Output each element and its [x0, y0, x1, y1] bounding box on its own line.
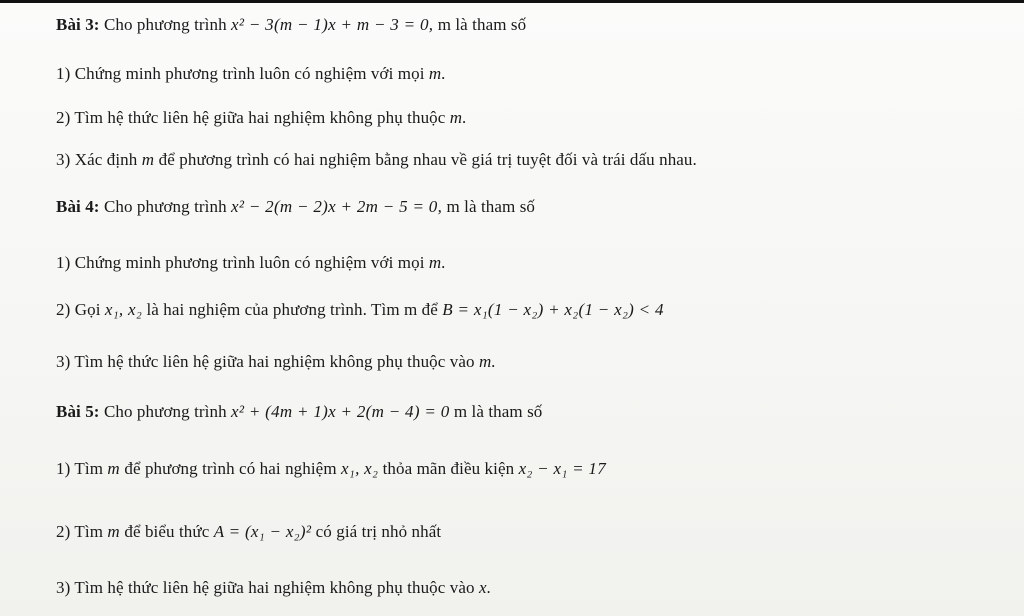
problem-4-item-2-math2: B = x₁(1 − x₂) + x₂(1 − x₂) < 4 — [442, 300, 664, 319]
problem-4-heading: Bài 4: — [56, 197, 100, 216]
problem-3-item-3-math: m — [141, 150, 155, 169]
problem-4-item-3-text: 3) Tìm hệ thức liên hệ giữa hai nghiệm không phụ thuộc vào — [56, 352, 475, 371]
problem-5-item-2 — [56, 521, 441, 543]
problem-4-item-2 — [56, 299, 664, 321]
problem-5-item-1 — [56, 458, 606, 480]
problem-4-item-2-text: 2) Gọi — [56, 300, 101, 319]
problem-5-item-2-text: 2) Tìm — [56, 522, 104, 541]
problem-3-item-3 — [56, 149, 697, 171]
problem-5-item-3-text: 3) Tìm hệ thức liên hệ giữa hai nghiệm không phụ thuộc vào — [56, 578, 475, 597]
problem-5-item-1-text3: thỏa mãn điều kiện — [382, 459, 515, 478]
problem-3-intro: Cho phương trình — [103, 15, 227, 34]
problem-5-param-note: m là tham số — [453, 402, 543, 421]
problem-3-item-2 — [56, 107, 467, 129]
problem-3-equation: x² − 3(m − 1)x + m − 3 = 0, — [231, 15, 434, 34]
problem-4-item-1-text: 1) Chứng minh phương trình luôn có nghiệm với mọi — [56, 253, 425, 272]
problem-4-param-note: m là tham số — [446, 197, 536, 216]
problem-3-item-2-math: m. — [449, 108, 467, 127]
problem-3-statement — [56, 14, 526, 36]
problem-4-statement — [56, 196, 535, 218]
problem-5-item-1-text2: để phương trình có hai nghiệm — [124, 459, 337, 478]
problem-5-item-3 — [56, 577, 491, 599]
problem-4-item-2-math: x₁, x₂ — [104, 300, 143, 319]
problem-5-intro: Cho phương trình — [103, 402, 227, 421]
problem-3-item-1-text: 1) Chứng minh phương trình luôn có nghiệm với mọi — [56, 64, 425, 83]
problem-3-item-1 — [56, 63, 446, 85]
problem-3-item-1-math: m. — [428, 64, 447, 83]
problem-5-item-2-text2: để biểu thức — [124, 522, 210, 541]
problem-5-statement — [56, 401, 542, 423]
problem-4-equation: x² − 2(m − 2)x + 2m − 5 = 0, — [231, 197, 443, 216]
problem-5-item-2-text3: có giá trị nhỏ nhất — [315, 522, 442, 541]
problem-5-equation: x² + (4m + 1)x + 2(m − 4) = 0 — [231, 402, 450, 421]
problem-4-item-1-math: m. — [428, 253, 447, 272]
problem-3-param-note: m là tham số — [437, 15, 527, 34]
problem-4-item-3 — [56, 351, 496, 373]
problem-3-item-3-text: 3) Xác định — [56, 150, 138, 169]
problem-4-item-3-math: m. — [478, 352, 497, 371]
problem-3-heading: Bài 3: — [56, 15, 100, 34]
problem-4-item-1 — [56, 252, 446, 274]
problem-3-item-2-text: 2) Tìm hệ thức liên hệ giữa hai nghiệm không phụ thuộc — [56, 108, 446, 127]
problem-5-item-2-math: m — [107, 522, 120, 541]
problem-5-item-2-math2: A = (x₁ − x₂)² — [213, 522, 312, 541]
problem-5-item-1-math3: x₂ − x₁ = 17 — [518, 459, 607, 478]
problem-5-item-1-math2: x₁, x₂ — [341, 459, 379, 478]
problem-4-item-2-text2: là hai nghiệm của phương trình. Tìm m để — [146, 300, 438, 319]
problem-4-intro: Cho phương trình — [103, 197, 227, 216]
problem-5-heading: Bài 5: — [56, 402, 100, 421]
problem-5-item-1-text: 1) Tìm — [56, 459, 104, 478]
top-border — [0, 0, 1024, 3]
problem-5-item-1-math: m — [107, 459, 120, 478]
problem-3-item-3-text2: để phương trình có hai nghiệm bằng nhau về giá trị tuyệt đối và trái dấu nhau. — [158, 150, 697, 169]
problem-5-item-3-math: x. — [478, 578, 492, 597]
